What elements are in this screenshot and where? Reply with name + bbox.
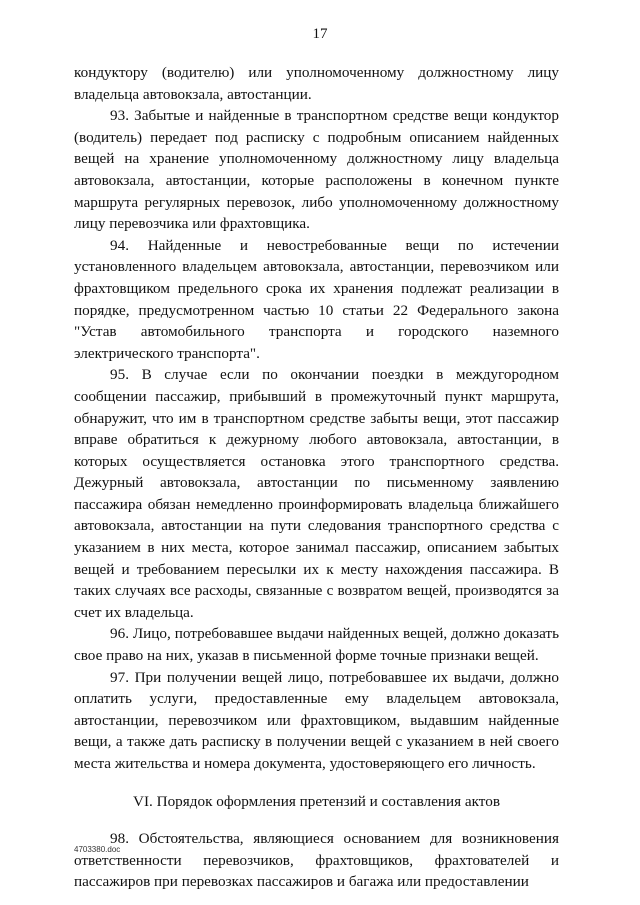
document-body (74, 62, 559, 893)
paragraph-94: 94. Найденные и невостребованные вещи по истечении установленного владельцем автовокзала, автостанции, перевозчиком или фрахтовщиком предельного срока их хранения подлежат реализации в порядке, предусмотренном частью 10 статьи 22 Федерального закона "Устав автомобильного транспорта и городского наземного электрического транспорта". (74, 236, 559, 362)
page-number: 17 (312, 26, 328, 42)
paragraph-93: 93. Забытые и найденные в транспортном средстве вещи кондуктор (водитель) передает под расписку с подробным описанием найденных вещей на хранение уполномоченному должностному лицу владельца автовокзала, автостанции, которые расположены в конечном пункте маршрута регулярных перевозок, либо уполномоченному должностному лицу перевозчика или фрахтовщика. (74, 107, 559, 233)
paragraph-97: 97. При получении вещей лицо, потребовавшее их выдачи, должно оплатить услуги, предоставленные ему владельцем автовокзала, автостанции, перевозчиком или фрахтовщиком, выдавшим найденные вещи, а также дать расписку в получении вещей с указанием в ней своего места жительства и номера документа, удостоверяющего его личность. (74, 668, 559, 772)
document-file-code: 4703380.doc (74, 845, 121, 854)
paragraph-95: 95. В случае если по окончании поездки в междугородном сообщении пассажир, прибывший в промежуточный пункт маршрута, обнаружит, что им в транспортном средстве забыты вещи, этот пассажир вправе обратиться к дежурному любого автовокзала, автостанции, в которых осуществляется остановка этого транспортного средства. Дежурный автовокзала, автостанции по письменному заявлению пассажира обязан немедленно проинформировать владельца ближайшего автовокзала, автостанции на пути следования транспортного средства с указанием в них места, которое занимал пассажир, описанием забытых вещей и требованием пересылки их к месту нахождения пассажира. В таких случаях все расходы, связанные с возвратом вещей, производятся за счет их владельца. (74, 366, 559, 621)
section-heading: VI. Порядок оформления претензий и составления актов (132, 792, 501, 810)
paragraph-continuation: кондуктору (водителю) или уполномоченному должностному лицу владельца автовокзала, автостанции. (74, 64, 559, 103)
paragraph-98: 98. Обстоятельства, являющиеся основанием для возникновения ответственности перевозчиков, фрахтовщиков, фрахтователей и пассажиров при перевозках пассажиров и багажа или предоставлении (74, 830, 559, 891)
paragraph-96: 96. Лицо, потребовавшее выдачи найденных вещей, должно доказать свое право на них, указав в письменной форме точные признаки вещей. (74, 625, 559, 665)
